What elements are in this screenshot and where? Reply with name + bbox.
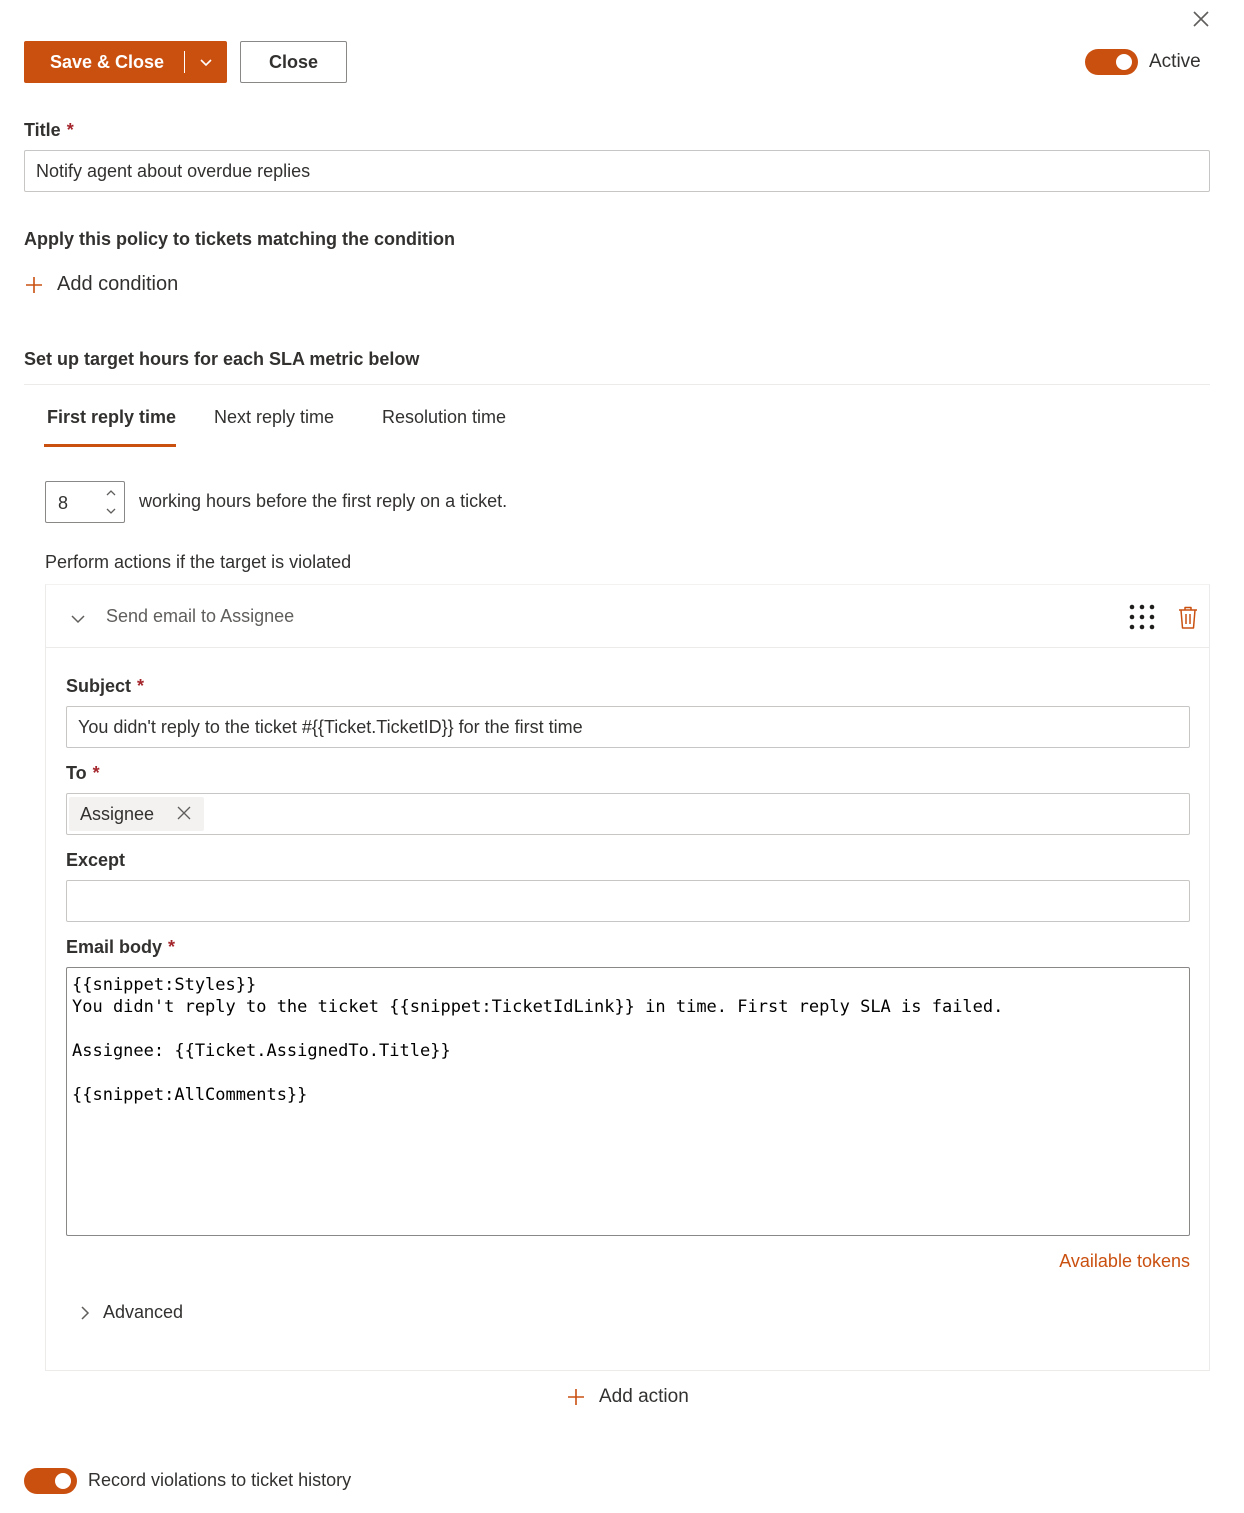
email-body-textarea[interactable]: {{snippet:Styles}} You didn't reply to the ticket {{snippet:TicketIdLink}} in time. First reply SLA is failed. Assignee: {{Ticket.AssignedTo.Title}} {{snippet:AllComments}} bbox=[66, 967, 1190, 1236]
chevron-down-icon[interactable] bbox=[104, 504, 118, 518]
remove-chip-icon[interactable] bbox=[176, 805, 192, 821]
subject-input[interactable]: You didn't reply to the ticket #{{Ticket.TicketID}} for the first time bbox=[66, 706, 1190, 748]
delete-icon[interactable] bbox=[1177, 605, 1199, 631]
plus-icon bbox=[566, 1387, 586, 1407]
save-close-button[interactable] bbox=[24, 41, 227, 83]
available-tokens-link[interactable]: Available tokens bbox=[1059, 1251, 1190, 1271]
title-input[interactable]: Notify agent about overdue replies bbox=[24, 150, 1210, 192]
close-panel-icon[interactable] bbox=[1188, 6, 1214, 32]
email-body-label bbox=[66, 937, 175, 958]
title-label-text: Title bbox=[24, 120, 61, 140]
toggle-knob bbox=[55, 1473, 71, 1489]
violation-heading: Perform actions if the target is violated bbox=[45, 552, 352, 572]
close-button[interactable]: Close bbox=[240, 41, 347, 83]
record-violations-label: Record violations to ticket history bbox=[88, 1470, 352, 1490]
except-label: Except bbox=[66, 850, 126, 870]
sla-divider bbox=[24, 384, 1210, 385]
title-label bbox=[24, 120, 74, 141]
tab-resolution-time[interactable]: Resolution time bbox=[382, 407, 507, 427]
chevron-right-icon bbox=[77, 1304, 93, 1322]
drag-handle-icon[interactable] bbox=[1128, 603, 1156, 631]
chevron-down-icon[interactable] bbox=[68, 609, 88, 629]
advanced-label: Advanced bbox=[103, 1302, 184, 1322]
add-action-button[interactable] bbox=[566, 1386, 689, 1408]
required-mark: * bbox=[92, 763, 100, 783]
chevron-down-icon[interactable] bbox=[185, 54, 227, 70]
hours-description: working hours before the first reply on a ticket. bbox=[139, 491, 508, 511]
record-violations-toggle[interactable] bbox=[24, 1468, 77, 1494]
chip-label: Assignee bbox=[80, 803, 155, 824]
hours-spinbutton[interactable] bbox=[45, 481, 125, 523]
tab-first-reply-time[interactable]: First reply time bbox=[47, 407, 177, 427]
tab-next-reply-time[interactable]: Next reply time bbox=[214, 407, 335, 427]
recipient-chip bbox=[69, 797, 204, 831]
except-input[interactable] bbox=[66, 880, 1190, 922]
active-toggle[interactable] bbox=[1085, 49, 1138, 75]
chevron-up-icon[interactable] bbox=[104, 486, 118, 500]
advanced-expander[interactable] bbox=[77, 1302, 183, 1323]
active-label: Active bbox=[1149, 51, 1201, 72]
required-mark: * bbox=[168, 937, 176, 957]
add-condition-label: Add condition bbox=[57, 273, 179, 295]
sla-heading: Set up target hours for each SLA metric below bbox=[24, 349, 420, 369]
to-label-text: To bbox=[66, 763, 87, 783]
condition-heading: Apply this policy to tickets matching the condition bbox=[24, 229, 456, 249]
to-label bbox=[66, 763, 100, 784]
selected-tab-indicator bbox=[44, 444, 176, 447]
to-input[interactable] bbox=[66, 793, 1190, 835]
add-action-label: Add action bbox=[599, 1386, 689, 1407]
add-condition-button[interactable] bbox=[24, 273, 178, 296]
required-mark: * bbox=[137, 676, 145, 696]
action-header-divider bbox=[45, 647, 1210, 648]
toggle-knob bbox=[1116, 54, 1132, 70]
action-title[interactable]: Send email to Assignee bbox=[106, 606, 295, 626]
required-mark: * bbox=[66, 120, 74, 140]
hours-value: 8 bbox=[58, 493, 69, 513]
plus-icon bbox=[24, 275, 44, 295]
email-body-label-text: Email body bbox=[66, 937, 163, 957]
subject-label-text: Subject bbox=[66, 676, 132, 696]
subject-label bbox=[66, 676, 144, 697]
save-close-label: Save & Close bbox=[50, 51, 165, 72]
